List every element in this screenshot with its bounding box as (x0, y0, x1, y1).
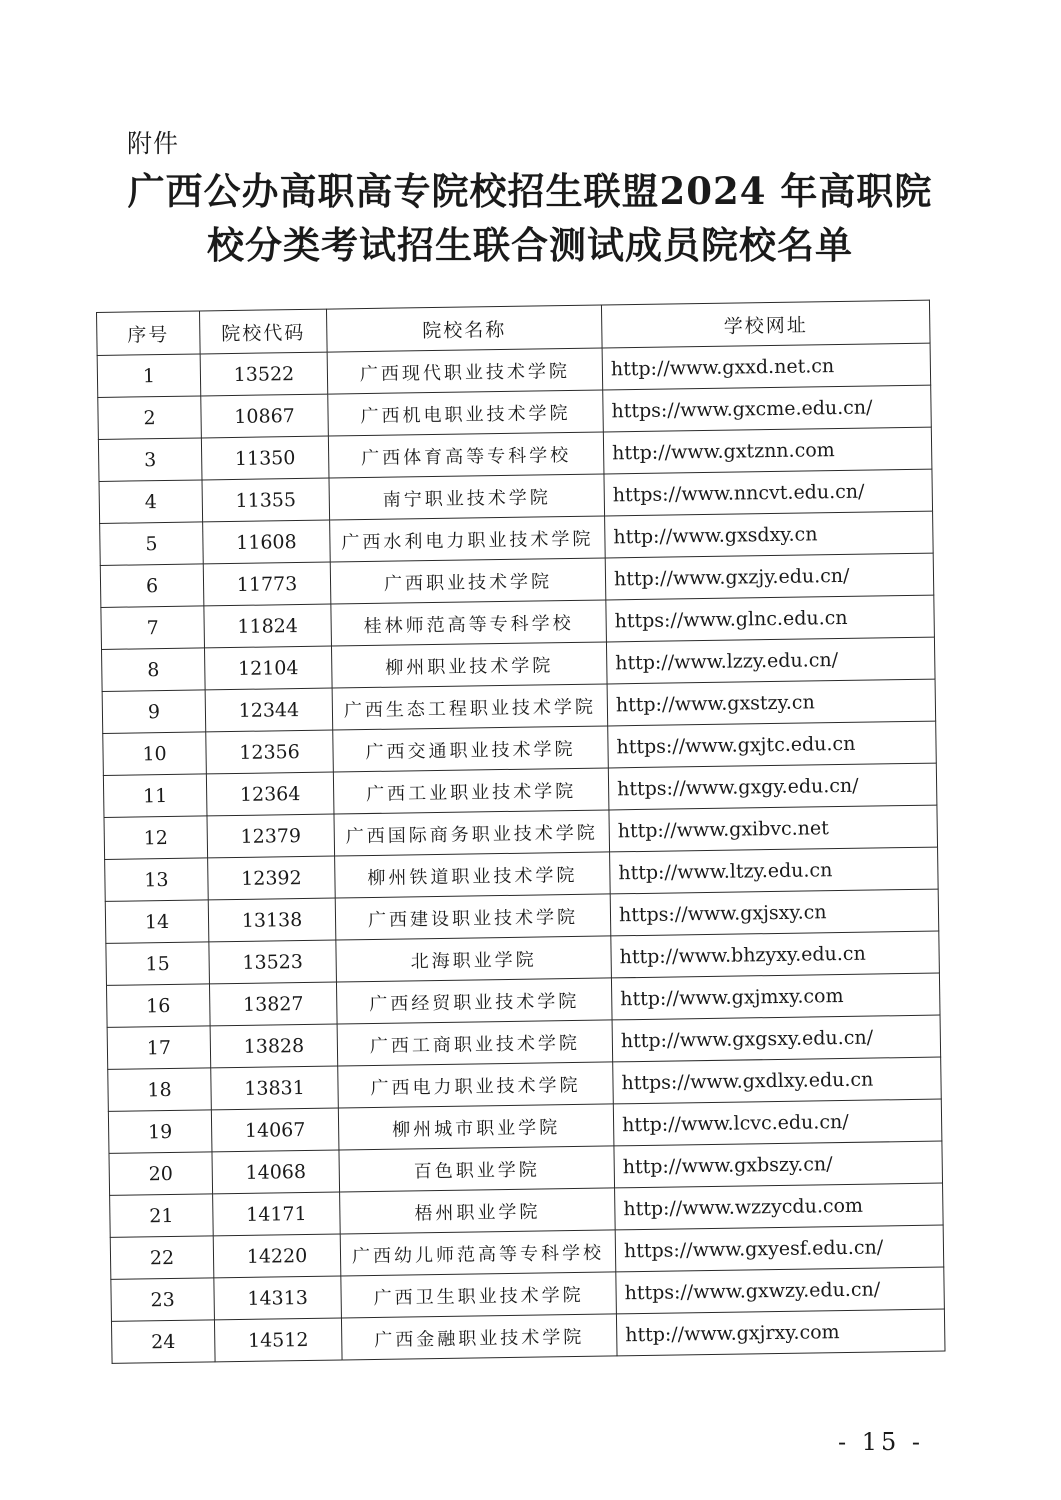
school-name: 梧州职业学院 (340, 1188, 616, 1234)
school-code: 14068 (212, 1150, 340, 1194)
school-name: 北海职业学院 (336, 936, 612, 982)
school-name: 柳州职业技术学院 (331, 642, 607, 688)
school-url: http://www.wzzycdu.com (615, 1183, 944, 1230)
row-number: 20 (109, 1152, 213, 1196)
school-name: 广西工商职业技术学院 (337, 1020, 613, 1066)
school-name: 百色职业学院 (339, 1146, 615, 1192)
school-url: https://www.gxyesf.edu.cn/ (615, 1225, 944, 1272)
school-name: 广西现代职业技术学院 (327, 348, 603, 394)
school-code: 14171 (213, 1192, 341, 1236)
title-line-2: 校分类考试招生联合测试成员院校名单 (207, 223, 853, 267)
school-url: https://www.nncvt.edu.cn/ (604, 469, 933, 516)
school-code: 13831 (211, 1066, 339, 1110)
school-name: 广西电力职业技术学院 (338, 1062, 614, 1108)
row-number: 19 (108, 1110, 212, 1154)
row-number: 2 (98, 396, 202, 440)
school-name: 广西体育高等专科学校 (328, 432, 604, 478)
school-name: 桂林师范高等专科学校 (331, 600, 607, 646)
table-body (97, 343, 945, 1363)
header-code: 院校代码 (199, 309, 327, 354)
school-url: http://www.gxzjy.edu.cn/ (605, 553, 934, 600)
school-code: 12344 (205, 688, 333, 732)
school-name: 广西国际商务职业技术学院 (334, 810, 610, 856)
page-number: - 15 - (838, 1428, 925, 1456)
school-name: 柳州城市职业学院 (338, 1104, 614, 1150)
row-number: 14 (105, 900, 209, 944)
school-name: 广西机电职业技术学院 (328, 390, 604, 436)
school-code: 11608 (203, 520, 331, 564)
school-code: 14220 (213, 1234, 341, 1278)
row-number: 9 (102, 690, 206, 734)
school-name: 南宁职业技术学院 (329, 474, 605, 520)
school-url: http://www.gxxd.net.cn (602, 343, 931, 390)
school-name: 广西金融职业技术学院 (341, 1314, 617, 1360)
school-code: 13827 (209, 982, 337, 1026)
row-number: 17 (107, 1026, 211, 1070)
school-name: 广西幼儿师范高等专科学校 (340, 1230, 616, 1276)
school-url: https://www.gxjsxy.cn (610, 889, 939, 936)
row-number: 6 (100, 564, 204, 608)
row-number: 13 (105, 858, 209, 902)
row-number: 1 (97, 354, 201, 398)
row-number: 18 (108, 1068, 212, 1112)
school-code: 11773 (203, 562, 331, 606)
row-number: 10 (103, 732, 207, 776)
school-code: 12379 (207, 814, 335, 858)
row-number: 7 (101, 606, 205, 650)
school-url: https://www.gxjtc.edu.cn (608, 721, 937, 768)
attachment-label: 附件 (127, 129, 180, 158)
page-title (110, 164, 950, 272)
row-number: 5 (100, 522, 204, 566)
school-url: http://www.gxtznn.com (603, 427, 932, 474)
school-name: 广西卫生职业技术学院 (341, 1272, 617, 1318)
school-name: 广西工业职业技术学院 (333, 768, 609, 814)
school-code: 10867 (201, 394, 329, 438)
school-url: http://www.gxgsxy.edu.cn/ (612, 1015, 941, 1062)
school-url: http://www.lzzy.edu.cn/ (606, 637, 935, 684)
school-url: http://www.gxstzy.cn (607, 679, 936, 726)
school-code: 14512 (214, 1318, 342, 1362)
row-number: 12 (104, 816, 208, 860)
row-number: 3 (98, 438, 202, 482)
school-url: http://www.ltzy.edu.cn (610, 847, 939, 894)
school-name: 广西建设职业技术学院 (335, 894, 611, 940)
row-number: 22 (110, 1236, 214, 1280)
school-code: 11350 (201, 436, 329, 480)
school-code: 11824 (204, 604, 332, 648)
row-number: 24 (111, 1320, 215, 1364)
school-code: 11355 (202, 478, 330, 522)
school-name: 广西生态工程职业技术学院 (332, 684, 608, 730)
school-code: 12364 (206, 772, 334, 816)
school-code: 13523 (209, 940, 337, 984)
header-name: 院校名称 (326, 305, 602, 352)
school-name: 广西水利电力职业技术学院 (330, 516, 606, 562)
school-url: http://www.gxsdxy.cn (605, 511, 934, 558)
member-table (96, 300, 946, 1364)
row-number: 11 (103, 774, 207, 818)
school-url: http://www.gxbszy.cn/ (614, 1141, 943, 1188)
row-number: 16 (106, 984, 210, 1028)
school-code: 13138 (208, 898, 336, 942)
school-url: https://www.gxwzy.edu.cn/ (616, 1267, 945, 1314)
school-code: 14067 (211, 1108, 339, 1152)
school-code: 12356 (206, 730, 334, 774)
school-code: 13522 (200, 352, 328, 396)
school-url: http://www.gxjrxy.com (616, 1309, 945, 1356)
school-code: 14313 (214, 1276, 342, 1320)
school-name: 柳州铁道职业技术学院 (335, 852, 611, 898)
member-table-wrapper (96, 312, 944, 1364)
school-code: 13828 (210, 1024, 338, 1068)
school-url: https://www.glnc.edu.cn (606, 595, 935, 642)
school-name: 广西经贸职业技术学院 (336, 978, 612, 1024)
row-number: 4 (99, 480, 203, 524)
school-code: 12104 (204, 646, 332, 690)
row-number: 15 (106, 942, 210, 986)
row-number: 21 (110, 1194, 214, 1238)
title-line-1: 广西公办高职高专院校招生联盟2024 年高职院 (127, 169, 933, 213)
school-url: http://www.gxibvc.net (609, 805, 938, 852)
school-url: http://www.bhzyxy.edu.cn (611, 931, 940, 978)
row-number: 8 (102, 648, 206, 692)
school-code: 12392 (208, 856, 336, 900)
school-url: https://www.gxdlxy.edu.cn (613, 1057, 942, 1104)
school-name: 广西交通职业技术学院 (333, 726, 609, 772)
header-no: 序号 (97, 311, 201, 356)
school-url: https://www.gxgy.edu.cn/ (608, 763, 937, 810)
school-url: http://www.lcvc.edu.cn/ (613, 1099, 942, 1146)
school-url: http://www.gxjmxy.com (611, 973, 940, 1020)
school-name: 广西职业技术学院 (330, 558, 606, 604)
header-url: 学校网址 (601, 300, 930, 348)
school-url: https://www.gxcme.edu.cn/ (603, 385, 932, 432)
row-number: 23 (111, 1278, 215, 1322)
